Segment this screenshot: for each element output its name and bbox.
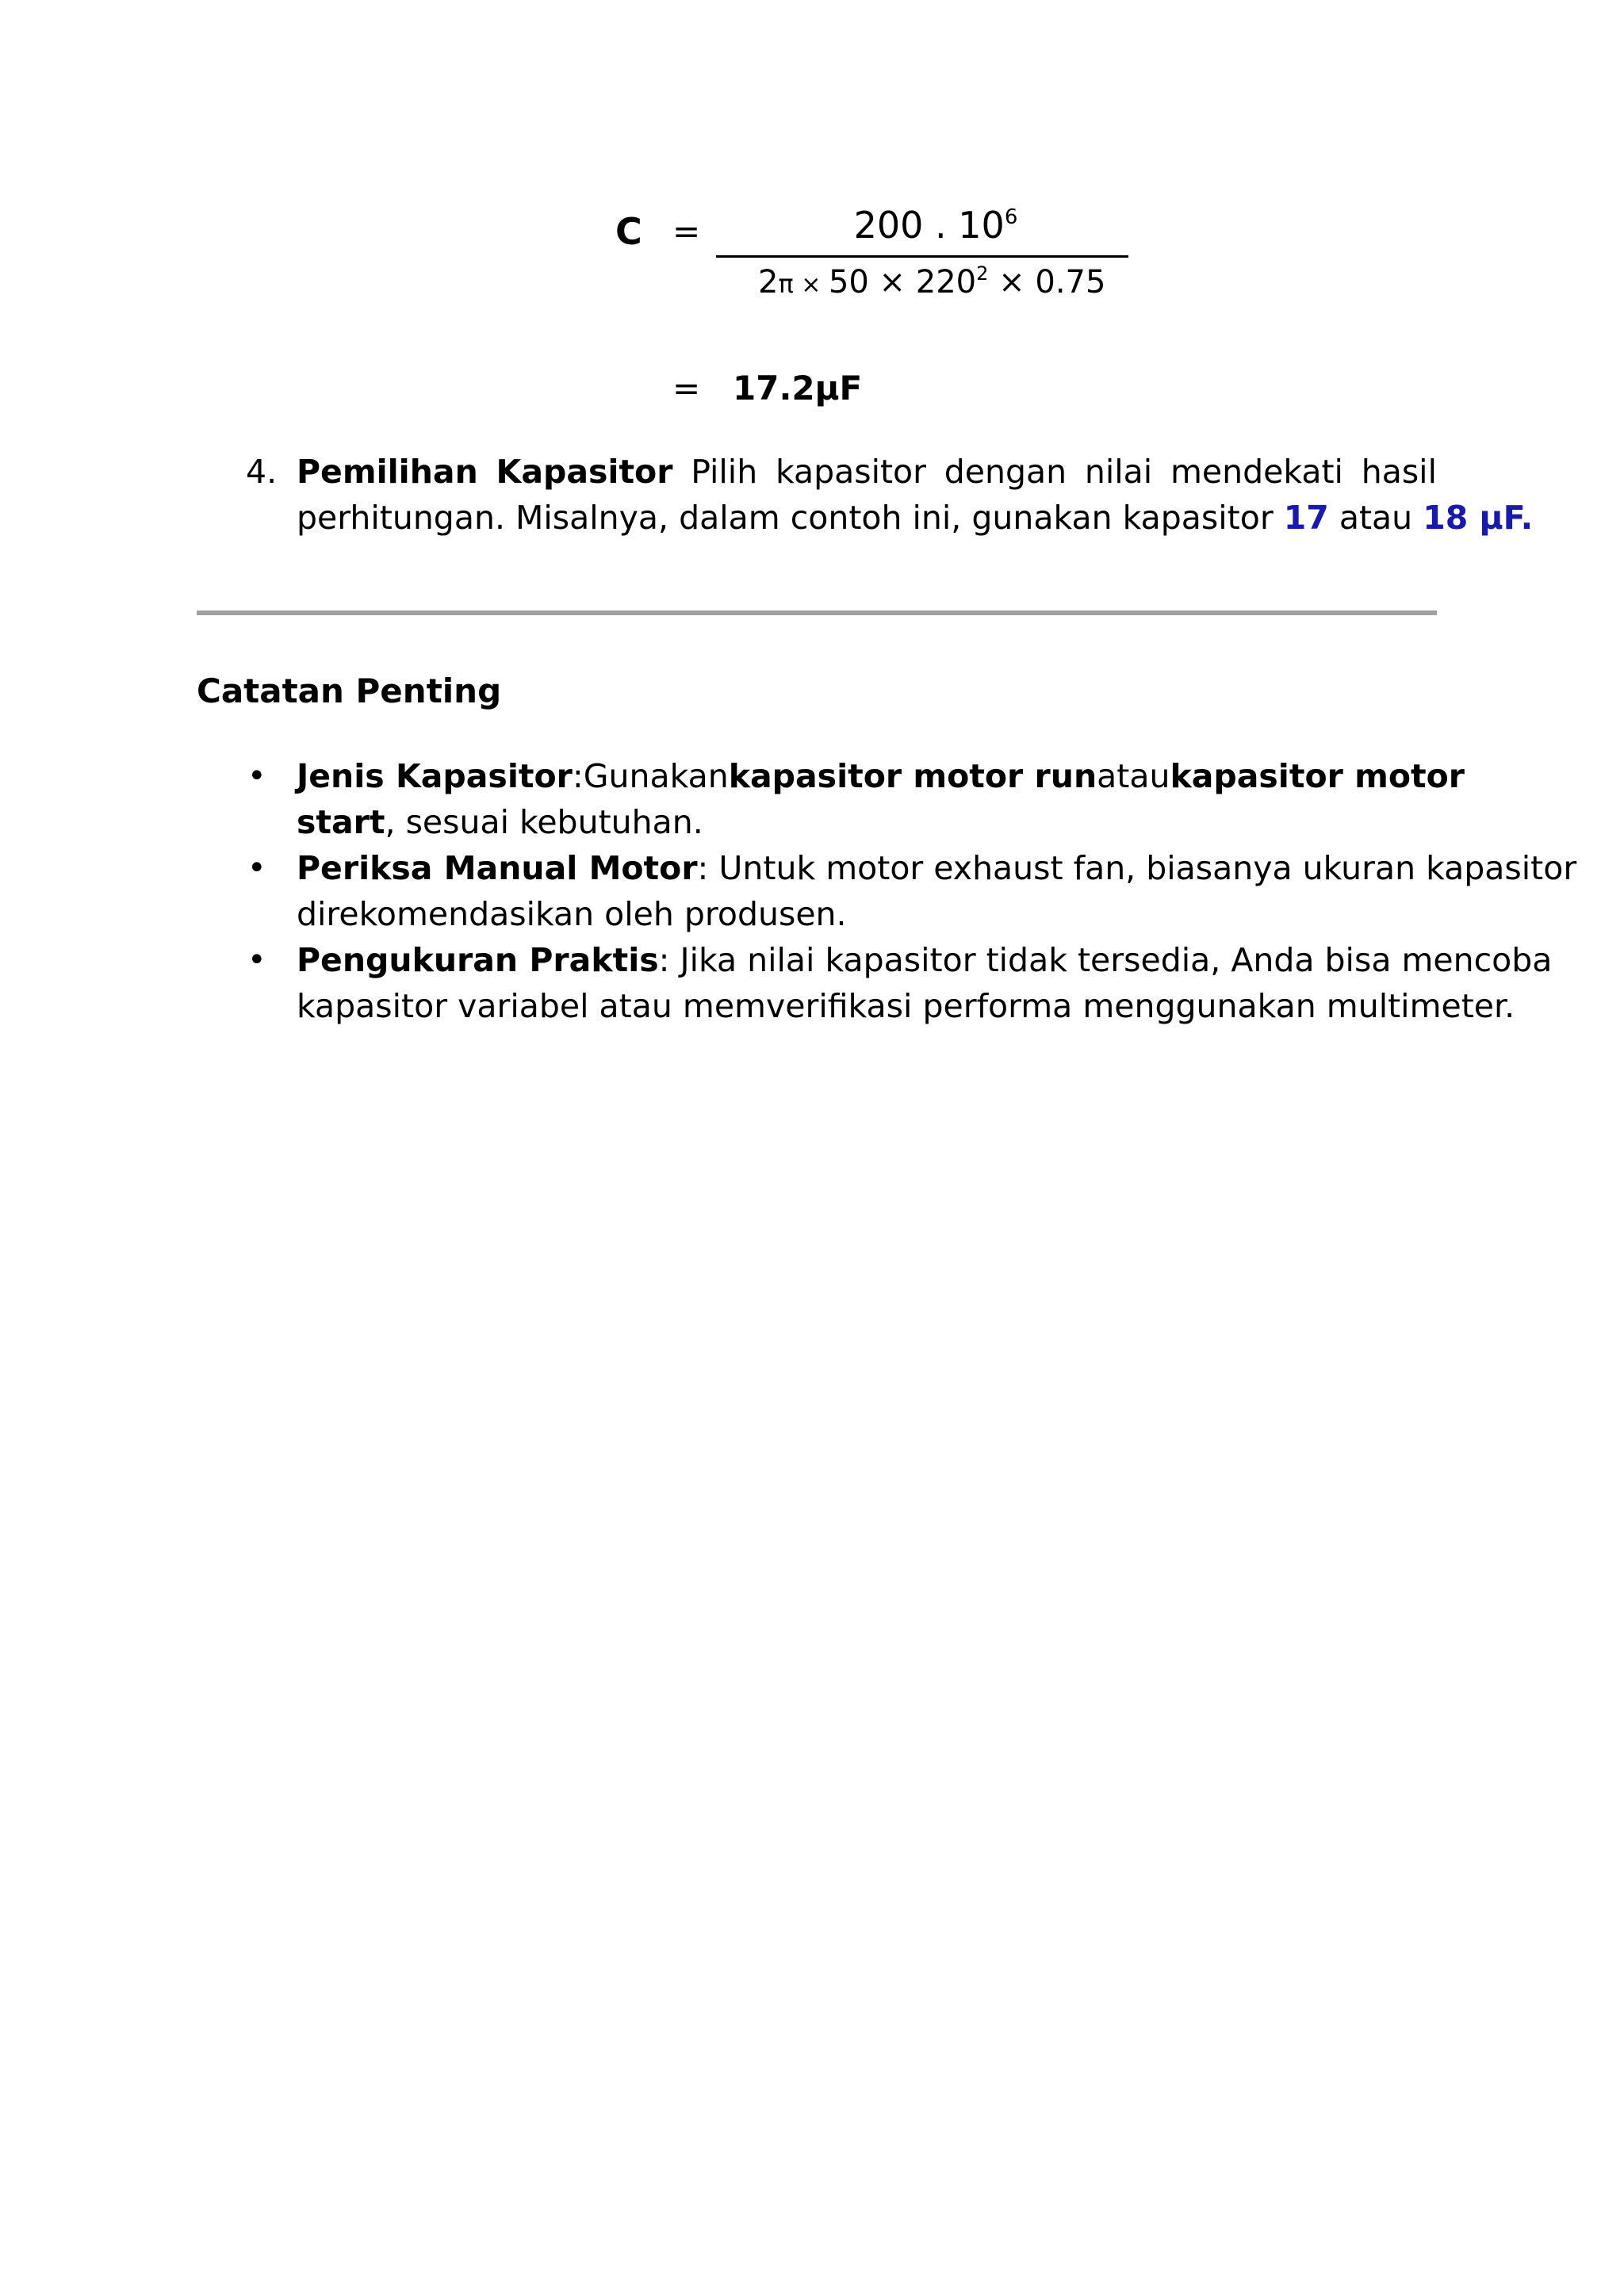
section-heading: Catatan Penting (197, 672, 502, 710)
bullet-icon: • (247, 758, 266, 794)
bullet-1-label-group (297, 753, 584, 799)
bullet-icon: • (247, 942, 266, 978)
formula-equals-sign: = (672, 212, 701, 251)
capacitor-value-17: 17 (1283, 499, 1329, 537)
bullet-1-bold-start: start (297, 803, 385, 841)
bullet-2-label: Periksa Manual Motor (297, 849, 698, 887)
item4-word: dengan (944, 453, 1067, 491)
bullet-3-line-2: kapasitor variabel atau memverifikasi performa menggunakan multimeter. (297, 987, 1515, 1025)
denominator-rest: × 0.75 (988, 264, 1106, 300)
denominator-two: 2 (758, 264, 779, 300)
bullet-icon: • (247, 850, 266, 886)
bullet-2-line-1-rest: : Untuk motor exhaust fan, biasanya ukuran kapasitor (697, 849, 1577, 887)
capacitor-value-18: 18 µF. (1423, 499, 1534, 537)
bullet-1-bold-term-1: kapasitor motor run (728, 757, 1097, 795)
denominator-pi: π (778, 269, 794, 299)
bullet-3-line-1-rest: : Jika nilai kapasitor tidak tersedia, Anda bisa mencoba (658, 941, 1553, 979)
formula-denominator (758, 262, 1105, 306)
bullet-1-separator: : (572, 757, 584, 795)
item4-line-1 (297, 449, 1437, 495)
bullet-3-label: Pengukuran Praktis (297, 941, 659, 979)
bullet-3-line-1 (297, 937, 1553, 983)
item4-word: nilai (1084, 453, 1153, 491)
item4-word: hasil (1361, 453, 1437, 491)
result-equals-sign: = (672, 369, 701, 408)
item4-word: Pilih (691, 453, 758, 491)
bullet-1-word: Gunakan (583, 757, 729, 795)
bullet-2-line-2: direkomendasikan oleh produsen. (297, 895, 847, 933)
bullet-1-word: atau (1097, 757, 1170, 795)
bullet-1-line-1 (297, 753, 1465, 799)
item4-connector: atau (1328, 499, 1423, 537)
item4-heading-word-1: Pemilihan (297, 453, 478, 491)
bullet-1-line-2 (297, 799, 1437, 845)
item4-line-2-text: perhitungan. Misalnya, dalam contoh ini, gunakan kapasitor (297, 499, 1284, 537)
formula-variable: C (615, 210, 642, 253)
item4-word: kapasitor (775, 453, 927, 491)
denominator-fifty: 50 × 220 (828, 264, 977, 300)
numerator-exponent: 6 (1004, 205, 1018, 229)
item4-word: mendekati (1170, 453, 1343, 491)
list-number-marker: 4. (246, 453, 278, 491)
fraction-bar (716, 255, 1128, 258)
horizontal-divider (197, 610, 1437, 615)
denominator-exponent: 2 (976, 262, 989, 285)
bullet-1-label: Jenis Kapasitor (297, 757, 573, 795)
formula-numerator (793, 201, 1078, 249)
item4-heading-word-2: Kapasitor (496, 453, 673, 491)
numerator-base: 200 . 10 (853, 204, 1005, 247)
bullet-1-bold-term-2: kapasitor motor (1170, 757, 1465, 795)
denominator-times: × (793, 271, 829, 299)
bullet-1-line-2-rest: , sesuai kebutuhan. (385, 803, 703, 841)
bullet-2-line-1 (297, 845, 1577, 891)
item4-line-2 (297, 495, 1534, 541)
formula-result: 17.2μF (733, 369, 863, 408)
